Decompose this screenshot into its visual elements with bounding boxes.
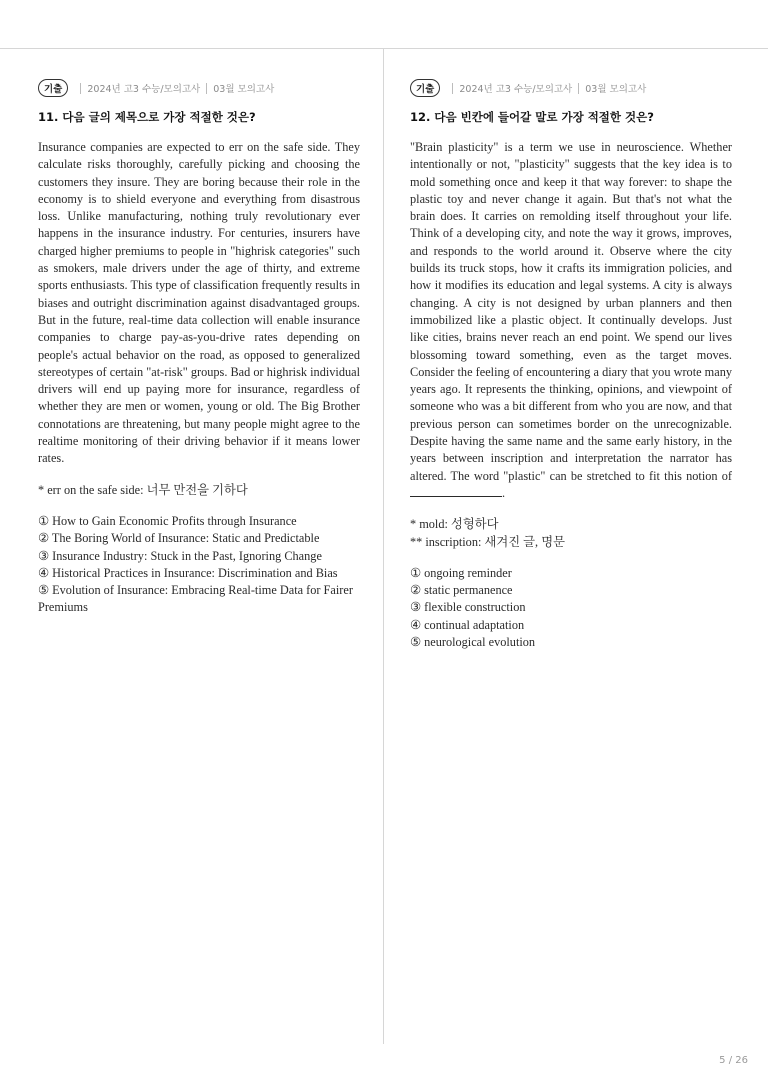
- choice-1[interactable]: ① How to Gain Economic Profits through Insurance: [38, 513, 297, 528]
- question-title: 11. 다음 글의 제목으로 가장 적절한 것은?: [38, 110, 256, 124]
- answer-choices: [38, 513, 360, 617]
- question-title: 12. 다음 빈칸에 들어갈 말로 가장 적절한 것은?: [410, 110, 654, 124]
- passage-end: .: [502, 485, 506, 500]
- choice-4[interactable]: ④ Historical Practices in Insurance: Discrimination and Bias: [38, 565, 338, 580]
- choice-3[interactable]: ③ flexible construction: [410, 600, 526, 615]
- meta-separator: [452, 83, 453, 94]
- question-meta: [38, 78, 360, 98]
- answer-choices: [410, 565, 732, 651]
- choice-5[interactable]: ⑤ neurological evolution: [410, 635, 536, 650]
- question-12: [410, 78, 732, 651]
- choice-2[interactable]: ② The Boring World of Insurance: Static and Predictable: [38, 531, 320, 546]
- meta-month: 03월 모의고사: [585, 84, 647, 95]
- exam-badge: 기출: [38, 79, 68, 97]
- column-divider: [383, 48, 384, 1044]
- question-11: [38, 78, 360, 617]
- choice-5[interactable]: ⑤ Evolution of Insurance: Embracing Real-time Data for Fairer Premiums: [38, 583, 353, 615]
- choice-3[interactable]: ③ Insurance Industry: Stuck in the Past, Ignoring Change: [38, 548, 322, 563]
- meta-separator: [206, 83, 207, 94]
- meta-source: 2024년 고3 수능/모의고사: [459, 84, 573, 95]
- footnote: ** inscription: 새겨진 글, 명문: [410, 534, 565, 549]
- footnote: * err on the safe side: 너무 만전을 기하다: [38, 482, 248, 497]
- passage: [410, 139, 732, 502]
- meta-separator: [80, 83, 81, 94]
- question-meta: [410, 78, 732, 98]
- header-rule: [0, 48, 768, 49]
- passage: Insurance companies are expected to err on the safe side. They calculate risks thoroughly, carefully picking and choosing the customers they insure. They are boring because their role in the economy is to shield everyone and everything from disastrous loss. Unlike manufacturing, nothing truly revolutionary ever happens in the insurance industry. For centuries, insurers have charged higher premiums to people in "highrisk categories" such as smokers, male drivers under the age of thirty, and extreme sports enthusiasts. This type of classification frequently results in biases and outright discrimination against disadvantaged groups. But in the future, real-time data collection will enable insurance companies to charge pay-as-you-drive rates depending on people's actual behavior on the road, as opposed to generalized stereotypes of certain "at-risk" groups. Bad or highrisk individual drivers will end up paying more for insurance, regardless of whether they are men or women, young or old. The Big Brother connotations are threatening, but many people might agree to the realtime monitoring of their driving behavior if it means lower rates.: [38, 140, 360, 466]
- choice-4[interactable]: ④ continual adaptation: [410, 617, 525, 632]
- exam-badge: 기출: [410, 79, 440, 97]
- page-number: 5 / 26: [719, 1055, 748, 1066]
- meta-separator: [578, 83, 579, 94]
- answer-blank: [410, 485, 502, 497]
- meta-month: 03월 모의고사: [213, 84, 275, 95]
- passage-text: "Brain plasticity" is a term we use in neuroscience. Whether intentionally or not, "plasticity" suggests that the key idea is to mold something once and keep it that way forever: to shape the plastic toy and never change it again. But that's not what the brain does. It carries on remolding itself throughout your life. Think of a developing city, and note the way it grows, improves, and responds to the world around it. Observe where the city builds its truck stops, how it crafts its immigration policies, and how it modifies its education and legal systems. A city is always changing. A city is not designed by urban planners and then immobilized like a plastic object. It continually develops. Just like cities, brains never reach an end point. We spend our lives blossoming toward something, even as the target moves. Consider the feeling of encountering a diary that you wrote many years ago. It represents the thinking, opinions, and viewpoint of someone who was a bit different from who you are now, and that previous person can sometimes border on the unrecognizable. Despite having the same name and the same early history, in the years between inscription and interpretation the narrator has altered. The word "plastic" can be stretched to fit this notion of: [410, 140, 732, 483]
- choice-2[interactable]: ② static permanence: [410, 583, 513, 598]
- choice-1[interactable]: ① ongoing reminder: [410, 565, 512, 580]
- footnote: * mold: 성형하다: [410, 517, 499, 532]
- meta-source: 2024년 고3 수능/모의고사: [87, 84, 201, 95]
